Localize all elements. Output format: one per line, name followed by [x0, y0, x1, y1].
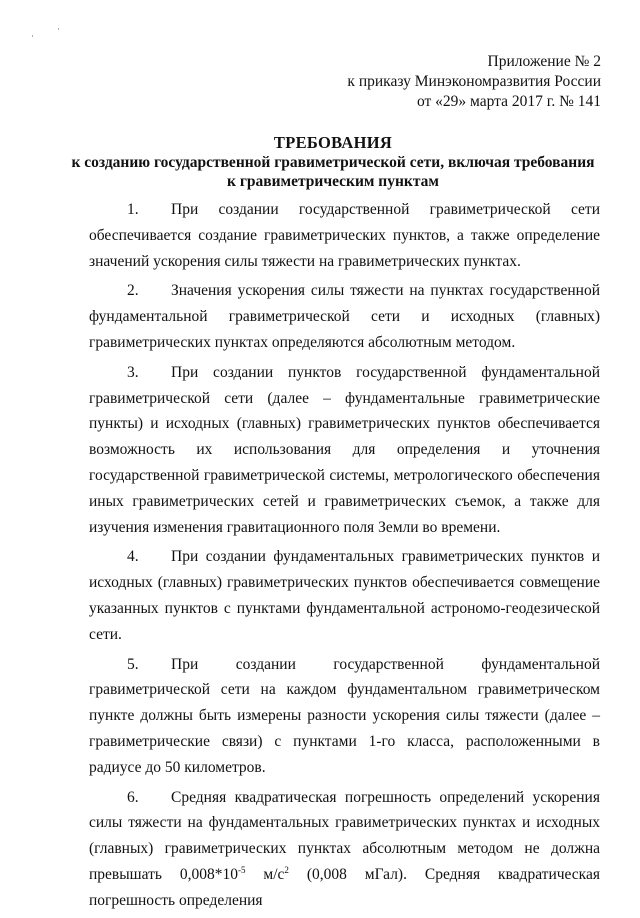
paragraph-number: 1. — [127, 201, 139, 218]
paragraph-number: 3. — [127, 363, 139, 381]
appendix-line: к приказу Минэкономразвития России — [347, 73, 601, 90]
paragraph-text: При создании государственной фундаментальной гравиметрической сети на каждом фундаментальном гравиметрическом пункте должны быть измерены разности ускорения силы тяжести (далее – гравиметрические связи) с пунктами 1-го класса, расположенными в радиусе до 50 километров. — [89, 655, 600, 776]
appendix-header — [347, 52, 601, 112]
paragraph-1 — [89, 197, 600, 274]
paragraph-number: 5. — [127, 655, 139, 673]
superscript: 2 — [284, 864, 289, 875]
paragraph-3 — [89, 360, 600, 541]
paragraph-text: При создании государственной гравиметрической сети обеспечивается создание гравиметрических пунктов, а также определение значений ускорения силы тяжести на гравиметрических пунктах. — [89, 201, 600, 270]
document-heading — [60, 133, 606, 191]
paragraph-2 — [89, 278, 600, 355]
document-subtitle: к гравиметрическим пунктам — [227, 173, 439, 190]
paragraph-text: Средняя квадратическая погрешность определений ускорения силы тяжести на фундаментальных гравиметрических пунктах и исходных (главных) гравиметрических пунктах абсолютным методом не должна превышать 0,008*10 — [89, 788, 600, 883]
appendix-line: от «29» марта 2017 г. № 141 — [416, 93, 601, 110]
paragraph-number: 2. — [127, 282, 139, 300]
appendix-line: Приложение № 2 — [487, 53, 601, 70]
document-title: ТРЕБОВАНИЯ — [273, 133, 393, 152]
scan-speck: · — [31, 31, 34, 41]
document-body — [89, 197, 600, 918]
paragraph-text: При создании пунктов государственной фундаментальной гравиметрической сети (далее – фундаментальные гравиметрические пункты) и исходных (главных) гравиметрических пунктов обеспечивается возможность их использования для определения и уточнения государственной гравиметрической системы, метрологического обеспечения иных гравиметрических сетей и гравиметрических съемок, а также для изучения изменения гравитационного поля Земли во времени. — [89, 363, 600, 536]
paragraph-6 — [89, 785, 600, 914]
scan-speck: · — [57, 24, 60, 34]
superscript: -5 — [237, 864, 246, 875]
paragraph-text: (0,008 мГал). Средняя квадратическая погрешность определения — [89, 865, 600, 909]
paragraph-4 — [89, 544, 600, 647]
paragraph-text: Значения ускорения силы тяжести на пунктах государственной фундаментальной гравиметрической сети и исходных (главных) гравиметрических пунктах определяются абсолютным методом. — [89, 282, 600, 351]
paragraph-text: При создании фундаментальных гравиметрических пунктов и исходных (главных) гравиметрических пунктов обеспечивается совмещение указанных пунктов с пунктами фундаментальной астрономо-геодезической сети. — [89, 548, 600, 643]
document-subtitle: к созданию государственной гравиметрической сети, включая требования — [71, 154, 595, 171]
paragraph-5 — [89, 652, 600, 781]
paragraph-number: 6. — [127, 788, 139, 806]
paragraph-text: м/с — [245, 865, 285, 883]
paragraph-number: 4. — [127, 548, 139, 566]
